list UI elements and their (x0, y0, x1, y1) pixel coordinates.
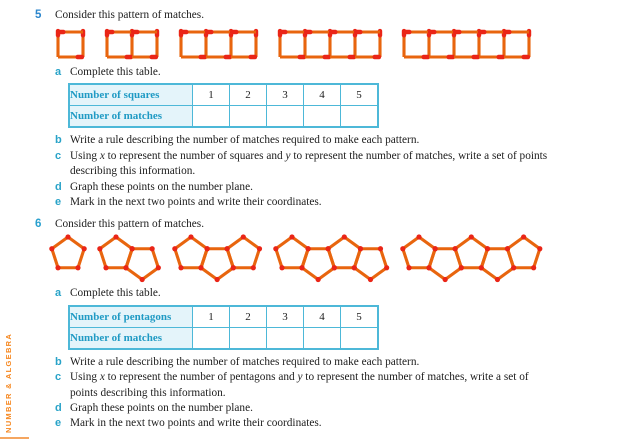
variable-y: y (297, 371, 303, 384)
variable-x: x (99, 371, 105, 384)
part-letter: b (55, 355, 62, 368)
sidebar-rule (0, 437, 29, 439)
table-cell: 2 (230, 84, 267, 106)
question-6-head (35, 216, 605, 232)
table-cell-empty (341, 327, 379, 349)
part-letter: e (55, 196, 62, 209)
part-letter: b (55, 134, 62, 147)
part-text-line1: Using x to represent the number of squares and y to represent the number of matches, write a set of points (70, 149, 548, 162)
table-cell: 5 (341, 306, 379, 328)
part-e (55, 416, 605, 431)
question-6 (35, 216, 605, 431)
question-intro: Consider this pattern of matches. (55, 218, 205, 231)
part-d (55, 401, 605, 416)
part-letter: a (55, 66, 62, 78)
match-group-squares-5 (399, 25, 536, 63)
match-group-squares-1 (53, 25, 90, 63)
match-group-squares-3 (176, 25, 263, 63)
part-text-line2: points describing this information. (70, 386, 226, 399)
match-group-pentagons-2 (96, 233, 163, 283)
part-text-line1: Using x to represent the number of pentagons and y to represent the number of matches, write a set of (70, 371, 529, 384)
match-group-pentagons-1 (48, 233, 88, 283)
match-pattern-squares (53, 25, 605, 63)
part-letter: a (55, 287, 62, 300)
table-cell-empty (230, 106, 267, 128)
variable-x: x (99, 149, 105, 162)
table-cell-empty (267, 106, 304, 128)
part-b (55, 133, 605, 148)
part-letter: c (55, 149, 62, 162)
part-a (55, 65, 605, 80)
table-row (69, 327, 378, 349)
part-text: Write a rule describing the number of matches required to make each pattern. (70, 134, 420, 147)
match-group-pentagons-4 (272, 233, 391, 283)
row-label: Number of matches (69, 327, 193, 349)
part-text: Complete this table. (70, 287, 161, 300)
part-text: Graph these points on the number plane. (70, 180, 253, 193)
table-cell: 1 (193, 306, 230, 328)
part-letter: e (55, 417, 62, 430)
table-cell-empty (193, 327, 230, 349)
part-text: Mark in the next two points and write their coordinates. (70, 196, 322, 209)
question-number: 6 (35, 218, 42, 231)
table-row (69, 84, 378, 106)
match-group-squares-2 (102, 25, 164, 63)
table-cell: 2 (230, 306, 267, 328)
part-text: Graph these points on the number plane. (70, 402, 253, 415)
match-group-squares-4 (275, 25, 387, 63)
table-cell-empty (341, 106, 379, 128)
part-d (55, 180, 605, 195)
part-text: Mark in the next two points and write their coordinates. (70, 417, 322, 430)
table-cell: 3 (267, 306, 304, 328)
table-cell: 4 (304, 84, 341, 106)
row-label: Number of pentagons (69, 306, 193, 328)
table-cell-empty (304, 106, 341, 128)
match-group-pentagons-3 (171, 233, 264, 283)
question-5 (35, 7, 605, 210)
page-content (35, 7, 605, 432)
table-cell-empty (267, 327, 304, 349)
table-cell: 1 (193, 84, 230, 106)
part-letter: d (55, 180, 62, 193)
table-cell: 5 (341, 84, 379, 106)
row-label: Number of matches (69, 106, 193, 128)
match-group-pentagons-5 (399, 233, 544, 283)
table-row (69, 106, 378, 128)
row-label: Number of squares (69, 84, 193, 106)
part-letter: d (55, 402, 62, 415)
pentagons-table (68, 305, 379, 350)
part-b (55, 355, 605, 370)
question-5-head (35, 7, 605, 23)
part-text: Complete this table. (70, 66, 161, 78)
table-cell: 4 (304, 306, 341, 328)
question-intro: Consider this pattern of matches. (55, 9, 205, 21)
table-cell-empty (230, 327, 267, 349)
part-e (55, 195, 605, 210)
table-cell-empty (304, 327, 341, 349)
table-cell: 3 (267, 84, 304, 106)
part-a (55, 286, 605, 301)
squares-table (68, 83, 379, 128)
match-pattern-pentagons (48, 233, 605, 283)
strand-sidebar-label: NUMBER & ALGEBRA (4, 332, 13, 433)
table-row (69, 306, 378, 328)
part-text-line2: describing this information. (70, 165, 196, 178)
table-cell-empty (193, 106, 230, 128)
part-c (55, 149, 605, 180)
variable-y: y (285, 149, 291, 162)
part-c (55, 370, 605, 401)
part-text: Write a rule describing the number of matches required to make each pattern. (70, 355, 420, 368)
question-number: 5 (35, 9, 42, 21)
part-letter: c (55, 371, 62, 384)
